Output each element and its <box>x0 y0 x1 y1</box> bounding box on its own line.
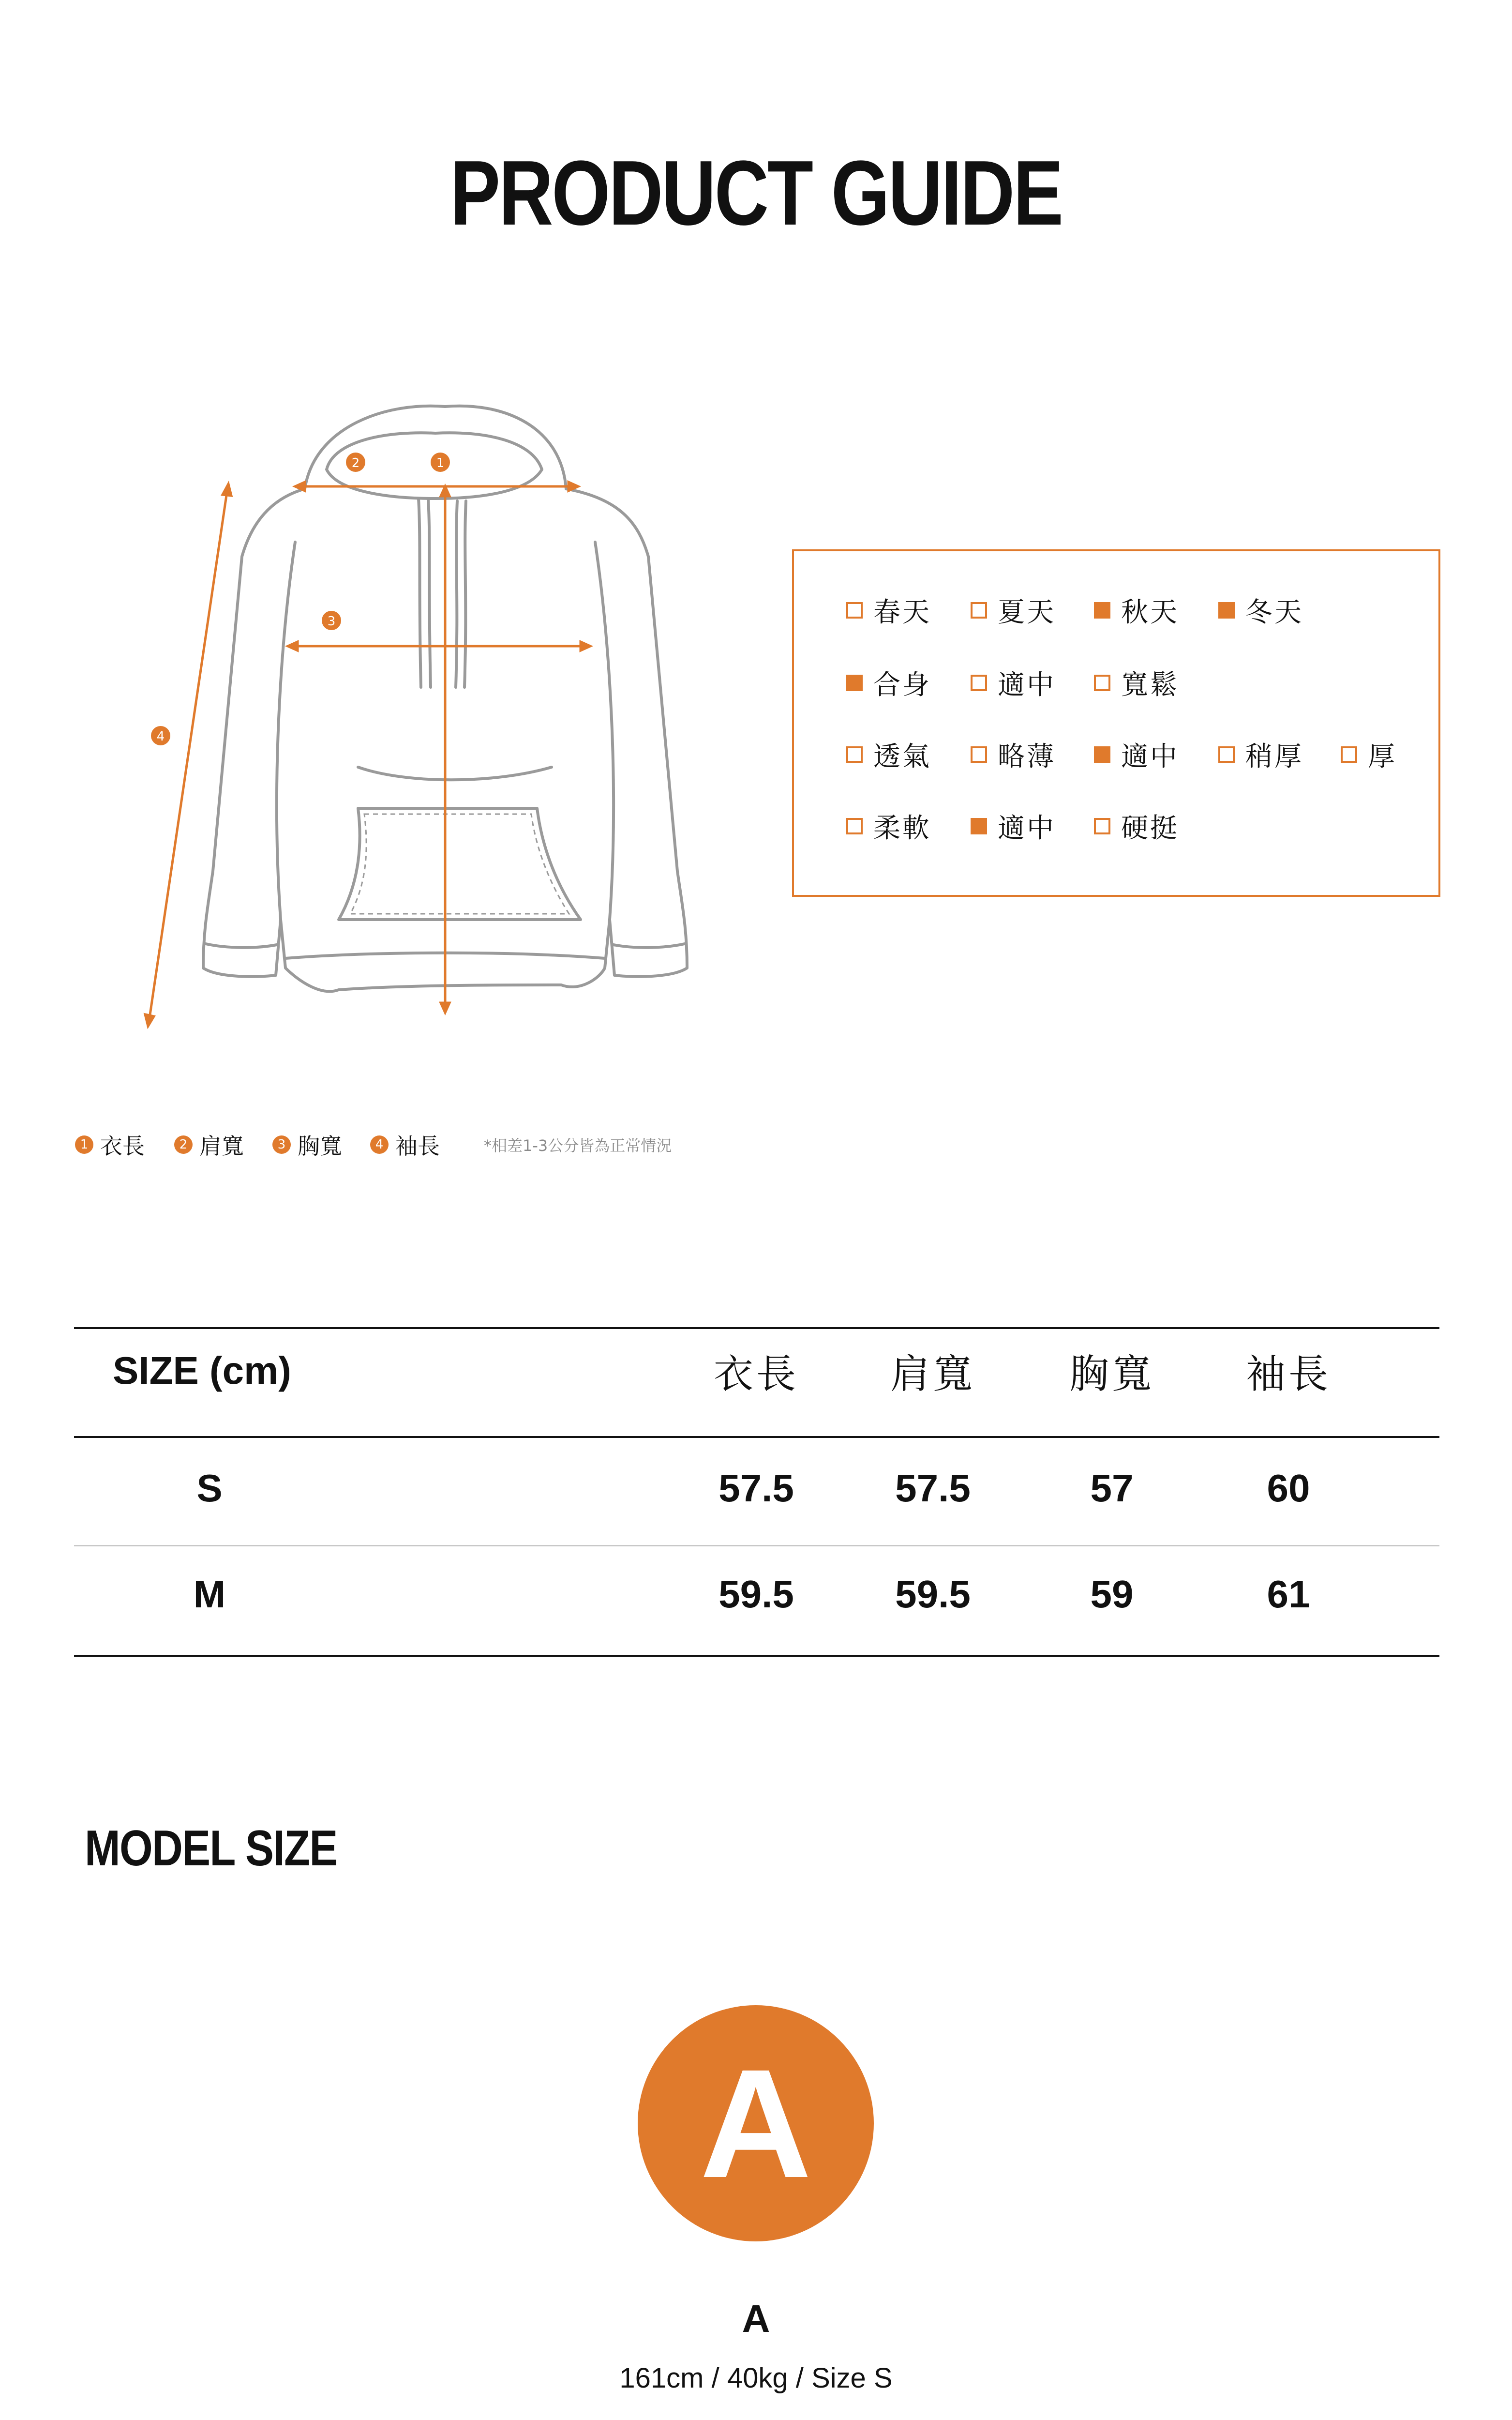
attr-thickness-slightly-thick: 稍厚 <box>1218 735 1303 774</box>
attr-fit-regular: 適中 <box>971 664 1056 702</box>
left-drawstring-2 <box>428 499 431 687</box>
right-cuff <box>614 944 685 948</box>
checkbox-checked-icon <box>846 675 863 691</box>
legend-item-chest: 3 胸寬 <box>272 1128 342 1162</box>
checkbox-checked-icon <box>1094 602 1110 619</box>
checkbox-icon <box>846 602 863 619</box>
legend-item-length: 1 衣長 <box>75 1128 145 1162</box>
model-avatar <box>638 2005 874 2241</box>
legend-item-sleeve: 4 袖長 <box>370 1128 440 1162</box>
svg-text:1: 1 <box>436 456 445 470</box>
marker-icon: 4 <box>370 1135 389 1154</box>
checkbox-icon <box>1341 746 1357 763</box>
model-stats: 161cm / 40kg / Size S <box>619 2362 893 2394</box>
legend-item-shoulder: 2 肩寬 <box>174 1128 244 1162</box>
checkbox-icon <box>1094 818 1110 834</box>
svg-text:4: 4 <box>156 729 165 744</box>
marker-icon: 2 <box>174 1135 193 1154</box>
header-chest: 胸寬 <box>1069 1351 1154 1397</box>
header-size: SIZE (cm) <box>113 1349 291 1392</box>
row-m-size: M <box>193 1573 226 1616</box>
checkbox-icon <box>1218 746 1235 763</box>
right-drawstring-2 <box>464 501 466 687</box>
model-name: A <box>742 2297 770 2340</box>
attr-fit-loose: 寬鬆 <box>1094 664 1179 702</box>
left-sleeve-seam <box>277 542 295 920</box>
left-cuff <box>206 944 277 948</box>
marker-icon: 1 <box>75 1135 93 1154</box>
checkbox-icon <box>971 675 987 691</box>
left-drawstring <box>419 499 421 687</box>
header-shoulder: 肩寬 <box>890 1351 975 1397</box>
table-header-rule <box>74 1436 1439 1438</box>
attr-thickness-thin: 略薄 <box>971 735 1056 774</box>
legend-note: *相差1-3公分皆為正常情況 <box>484 1136 672 1155</box>
row-m-chest: 59 <box>1090 1573 1134 1616</box>
attr-softness-stiff: 硬挺 <box>1094 807 1179 846</box>
attr-softness-medium: 適中 <box>971 807 1056 846</box>
svg-text:3: 3 <box>327 614 336 629</box>
attr-thickness-medium: 適中 <box>1094 735 1179 774</box>
attr-thickness-thick: 厚 <box>1341 735 1397 774</box>
row-s-length: 57.5 <box>719 1467 794 1510</box>
checkbox-icon <box>971 602 987 619</box>
row-m-shoulder: 59.5 <box>895 1573 971 1616</box>
row-s-size: S <box>196 1467 223 1510</box>
row-m-sleeve: 61 <box>1267 1573 1310 1616</box>
checkbox-checked-icon <box>1218 602 1235 619</box>
checkbox-icon <box>971 746 987 763</box>
chest-curve <box>358 767 552 780</box>
table-top-rule <box>74 1327 1439 1329</box>
right-drawstring <box>456 501 457 687</box>
attr-season-autumn: 秋天 <box>1094 591 1179 630</box>
attr-season-spring: 春天 <box>846 591 931 630</box>
checkbox-checked-icon <box>1094 746 1110 763</box>
attr-fit-fitted: 合身 <box>846 664 931 702</box>
header-sleeve: 袖長 <box>1245 1351 1331 1397</box>
attribute-box <box>792 549 1440 897</box>
header-length: 衣長 <box>713 1351 799 1397</box>
attr-season-summer: 夏天 <box>971 591 1056 630</box>
row-s-sleeve: 60 <box>1267 1467 1310 1510</box>
right-sleeve-seam <box>595 542 614 920</box>
model-size-title: MODEL SIZE <box>85 1820 337 1876</box>
row-s-shoulder: 57.5 <box>895 1467 971 1510</box>
row-s-chest: 57 <box>1090 1467 1134 1510</box>
avatar-letter: A <box>700 2037 812 2210</box>
sleeve-arrow <box>149 489 227 1021</box>
attr-season-winter: 冬天 <box>1218 591 1303 630</box>
checkbox-icon <box>846 818 863 834</box>
checkbox-checked-icon <box>971 818 987 834</box>
page-title: PRODUCT GUIDE <box>450 142 1062 244</box>
hoodie-diagram <box>135 397 716 1065</box>
checkbox-icon <box>1094 675 1110 691</box>
table-bottom-rule <box>74 1655 1439 1657</box>
attr-softness-soft: 柔軟 <box>846 807 931 846</box>
row-m-length: 59.5 <box>719 1573 794 1616</box>
attr-thickness-breathable: 透氣 <box>846 735 931 774</box>
table-row-rule <box>74 1545 1439 1546</box>
marker-icon: 3 <box>272 1135 291 1154</box>
checkbox-icon <box>846 746 863 763</box>
measurement-legend <box>75 1128 801 1162</box>
svg-text:2: 2 <box>351 456 360 470</box>
